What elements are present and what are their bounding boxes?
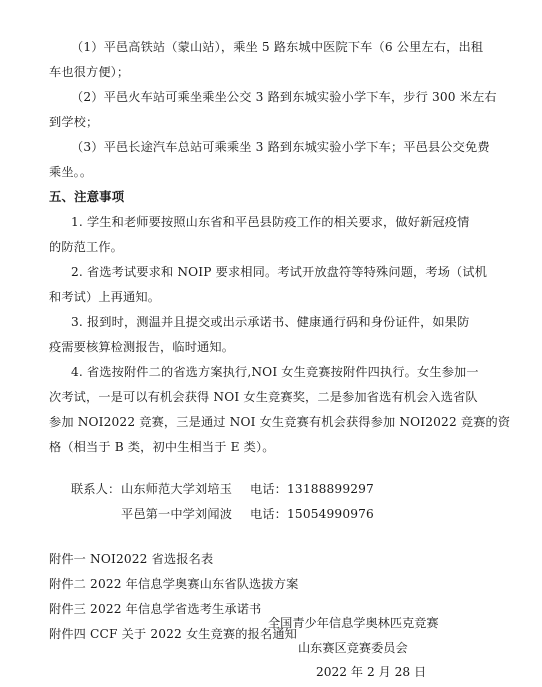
transport-item-2-line-1: （2）平邑火车站可乘坐乘坐公交 3 路到东城实验小学下车，步行 300 米左右 — [71, 90, 497, 104]
signature-org-1: 全国青少年信息学奥林匹克竞赛 — [268, 616, 439, 630]
attachment-item: 附件四 CCF 关于 2022 女生竞赛的报名通知 — [49, 627, 297, 641]
contact-2-name: 平邑第一中学刘闻波 — [121, 507, 233, 521]
notice-4-line-1: 4. 省选按附件二的省选方案执行,NOI 女生竞赛按附件四执行。女生参加一 — [71, 365, 479, 379]
section-5-heading: 五、注意事项 — [49, 189, 125, 204]
transport-item-1-line-2: 车也很方便）； — [49, 65, 130, 79]
notice-4-line-4: 格（相当于 B 类，初中生相当于 E 类）。 — [49, 440, 275, 454]
transport-item-2-line-2: 到学校； — [49, 115, 99, 129]
notice-4-line-3: 参加 NOI2022 竞赛，三是通过 NOI 女生竞赛有机会获得参加 NOI2022 竞赛的资 — [49, 415, 511, 429]
attachment-item: 附件二 2022 年信息学奥赛山东省队选拔方案 — [49, 577, 299, 591]
attachment-item: 附件三 2022 年信息学省选考生承诺书 — [49, 602, 262, 616]
signature-org-2: 山东赛区竞赛委员会 — [298, 641, 408, 655]
notice-3-line-1: 3. 报到时，测温并且提交或出示承诺书、健康通行码和身份证件，如果防 — [71, 315, 470, 329]
notice-1-line-1: 1. 学生和老师要按照山东省和平邑县防疫工作的相关要求，做好新冠疫情 — [71, 215, 470, 229]
contact-label: 联系人： — [71, 482, 121, 496]
transport-item-3-line-1: （3）平邑长途汽车总站可乘乘坐 3 路到东城实验小学下车；平邑县公交免费 — [71, 140, 490, 154]
notice-2-line-2: 和考试）上再通知。 — [49, 290, 161, 304]
notice-1-line-2: 的防范工作。 — [49, 240, 124, 254]
notice-2-line-1: 2. 省选考试要求和 NOIP 要求相同。考试开放盘符等特殊问题，考场（试机 — [71, 265, 488, 279]
contact-1-phone: 电话：13188899297 — [250, 482, 374, 496]
contact-2-phone: 电话：15054990976 — [250, 507, 374, 521]
notice-3-line-2: 疫需要核算检测报告，临时通知。 — [49, 340, 235, 354]
contact-1-name: 山东师范大学刘培玉 — [121, 482, 233, 496]
transport-item-3-line-2: 乘坐。。 — [49, 165, 93, 179]
attachment-item: 附件一 NOI2022 省选报名表 — [49, 552, 214, 566]
signature-date: 2022 年 2 月 28 日 — [316, 665, 427, 679]
transport-item-1-line-1: （1）平邑高铁站（蒙山站），乘坐 5 路东城中医院下车（6 公里左右，出租 — [71, 40, 484, 54]
notice-4-line-2: 次考试，一是可以有机会获得 NOI 女生竞赛奖，二是参加省选有机会入选省队 — [49, 390, 478, 404]
